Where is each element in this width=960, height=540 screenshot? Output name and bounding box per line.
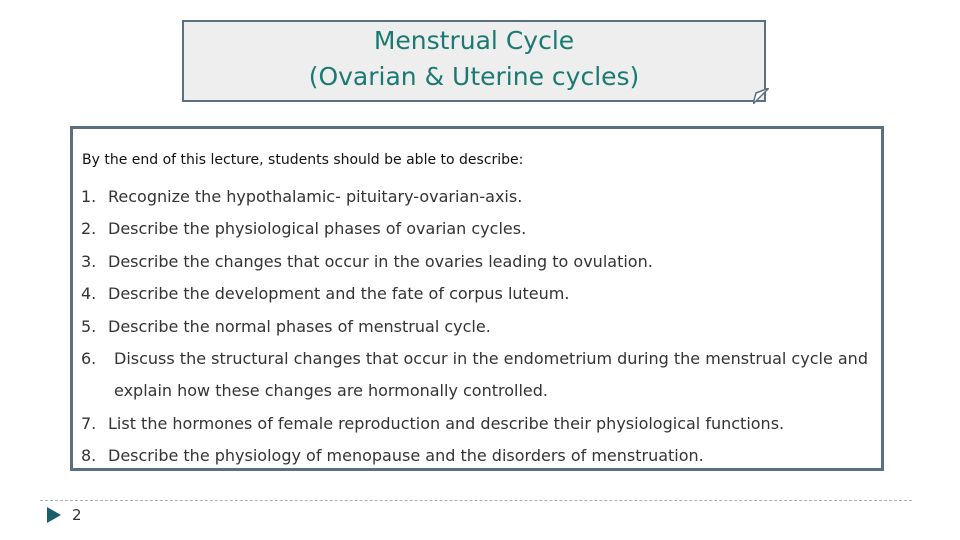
intro-text: By the end of this lecture, students should be able to describe: [82,152,524,168]
folded-corner-icon [753,88,769,104]
objective-number: 5. [81,316,97,336]
objective-number: 3. [81,251,97,271]
objective-item [81,181,871,213]
play-arrow-icon [47,507,61,523]
objective-number: 1. [81,187,97,206]
objective-text: Describe the physiology of menopause and the disorders of menstruation. [108,446,704,466]
objective-item [81,246,871,278]
objective-text: List the hormones of female reproduction and describe their physiological functions. [108,413,785,433]
slide-title-line-2: (Ovarian & Uterine cycles) [308,62,640,91]
objective-item [81,343,871,408]
objective-text: Describe the changes that occur in the ovaries leading to ovulation. [108,251,653,271]
objective-number: 4. [81,284,97,304]
objective-text: Recognize the hypothalamic- pituitary-ovarian-axis. [108,187,523,206]
objective-number: 6. [81,349,97,369]
objective-item [81,440,871,472]
objective-number: 2. [81,219,97,239]
objective-number: 8. [81,446,97,466]
page-number: 2 [72,506,82,524]
slide-title-line-1: Menstrual Cycle [373,26,575,55]
footer-divider [40,500,912,501]
objective-text: Describe the development and the fate of corpus luteum. [108,284,570,304]
objective-item [81,311,871,343]
objective-item [81,278,871,310]
objectives-list [81,181,871,473]
objective-text: Describe the normal phases of menstrual cycle. [108,316,491,336]
title-box [182,20,766,102]
objective-item [81,408,871,440]
objective-text: Discuss the structural changes that occur in the endometrium during the menstrual cycle and explain how these changes are hormonally controlled. [114,349,868,401]
objective-item [81,213,871,245]
objective-text: Describe the physiological phases of ovarian cycles. [108,219,527,239]
objectives-box [70,126,884,471]
objective-number: 7. [81,413,97,433]
